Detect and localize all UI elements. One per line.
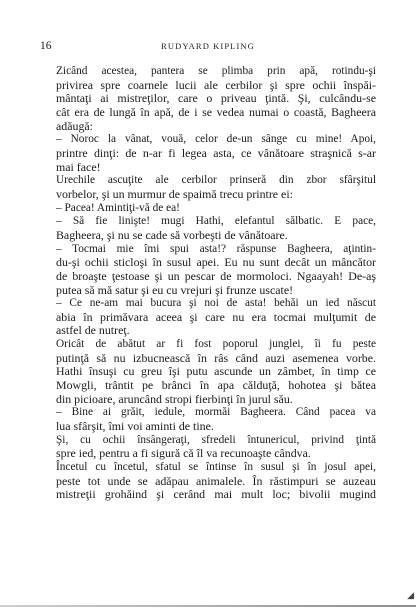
text-line: – Bine ai grăit, iedule, mormăi Bagheera. Când pacea va <box>56 406 376 419</box>
paragraph <box>40 406 376 433</box>
text-line: Oricât de abătut ar fi fost poporul junglei, îi fu peste <box>56 338 376 351</box>
paragraph <box>40 174 376 201</box>
text-line: astfel de nutreţ. <box>56 323 130 338</box>
text-line: vorbelor, şi un murmur de spaimă trecu printre ei: <box>56 186 293 201</box>
text-line: adăugă: <box>56 118 93 133</box>
text-line: Hathi însuşi cu greu îşi putu ascunde un zâmbet, în timp ce <box>56 364 376 379</box>
text-line: spre ied, pentru a fi sigură că îl va recunoaşte cândva. <box>56 446 311 461</box>
paragraph <box>40 338 376 406</box>
paragraph <box>40 461 376 502</box>
text-line: Zicând acestea, pantera se plimba prin apă, rotindu-şi <box>56 65 376 77</box>
text-line: putinţă să nu izbucnească în râs când auzi asemenea vorbe. <box>56 350 376 365</box>
text-line: cât era de lungă în apă, de i se vedea numai o coastă, Bagheera <box>56 104 376 119</box>
running-title: RUDYARD KIPLING <box>161 41 255 51</box>
text-line: Mowgli, trântit pe brânci în apa călduţă, hohotea şi bătea <box>56 378 376 393</box>
text-line: Încetul cu încetul, sfatul se întinse în susul şi în josul apei, <box>56 461 376 474</box>
text-line: – Să fie linişte! mugi Hathi, elefantul sălbatic. E pace, <box>56 215 376 228</box>
text-line: de broaşte ţestoase şi un pescar de mormoloci. Ngaayah! De-aş <box>56 268 376 283</box>
paragraph <box>40 65 376 133</box>
text-line: – Noroc la vânat, vouă, celor de-un sânge cu mine! Apoi, <box>56 133 376 146</box>
paragraph <box>40 434 376 461</box>
text-line: – Pacea! Amintiţi-vă de ea! <box>56 201 180 214</box>
paragraph <box>40 133 376 174</box>
paragraph <box>40 297 376 338</box>
text-line: abia în primăvara aceea şi care nu era tocmai mulţumit de <box>56 309 376 324</box>
text-line: peste tot unde se adăpau animalele. În răstimpuri se auzeau <box>56 473 376 488</box>
text-line: printre dinţi: de n-ar fi legea asta, ce vânătoare straşnică s-ar <box>56 145 376 160</box>
text-line: – Tocmai mie îmi spui asta!? răspunse Bagheera, aţintin- <box>56 242 376 255</box>
text-line: mai face! <box>56 159 101 174</box>
corner-mark: ◢ <box>407 590 414 600</box>
paragraph <box>40 243 376 298</box>
text-line: privirea spre coarnele lucii ale cerbilor şi spre ochii înspăi- <box>56 77 376 92</box>
text-line: Şi, cu ochii însângeraţi, sfredeli întunericul, privind ţintă <box>56 433 376 446</box>
text-line: lua sfârşit, îmi voi aminti de tine. <box>56 419 214 434</box>
text-line: din picioare, aruncând stropi fierbinţi în jurul său. <box>56 391 293 406</box>
text-line: Bagheera, şi nu se cade să vorbeşti de vânătoare. <box>56 227 288 242</box>
text-line: du-şi ochii sticloşi în susul apei. Eu nu sunt decât un mâncător <box>56 255 376 270</box>
page-number: 16 <box>40 40 52 52</box>
text-line: Urechile ascuţite ale cerbilor prinseră din zbor sfârşitul <box>56 174 376 187</box>
paragraph <box>40 215 376 242</box>
page-bottom-edge <box>0 605 416 607</box>
paragraph <box>40 202 376 216</box>
page-header <box>40 40 376 56</box>
text-line: – Ce ne-am mai bucura şi noi de asta! behăi un ied născut <box>56 297 376 310</box>
page-body <box>40 65 376 502</box>
text-line: mistreţii grohăind şi cerând mai mult loc; bivolii mugind <box>56 487 376 502</box>
text-line: putea să mă satur şi eu cu vrejuri şi frunze uscate! <box>56 282 294 297</box>
text-line: mântaţi ai mistreţilor, care o priveau ţintă. Şi, culcându-se <box>56 91 376 106</box>
